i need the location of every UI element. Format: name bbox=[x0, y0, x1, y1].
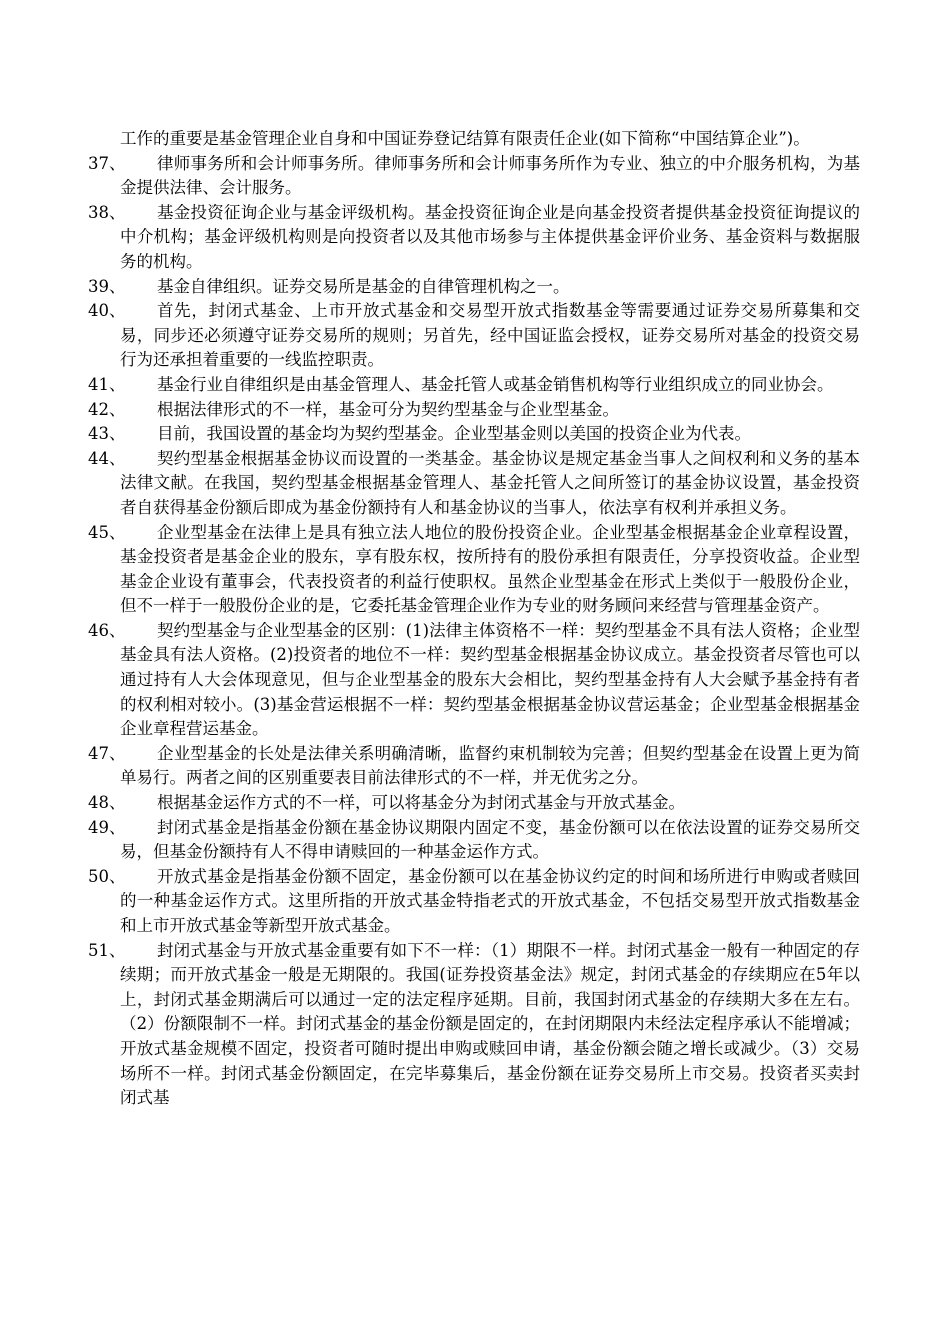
item-number: 37、 bbox=[88, 153, 126, 173]
item-text: 基金行业自律组织是由基金管理人、基金托管人或基金销售机构等行业组织成立的同业协会。 bbox=[157, 374, 834, 394]
item-number: 41、 bbox=[88, 374, 126, 394]
item-number: 50、 bbox=[88, 866, 126, 886]
item-text: 开放式基金是指基金份额不固定，基金份额可以在基金协议约定的时间和场所进行申购或者赎回的一种基金运作方式。这里所指的开放式基金特指老式的开放式基金，不包括交易型开放式指数基金和上市开放式基金等新型开放式基金。 bbox=[120, 866, 860, 935]
item-text: 基金投资征询企业与基金评级机构。基金投资征询企业是向基金投资者提供基金投资征询提议的中介机构；基金评级机构则是向投资者以及其他市场参与主体提供基金评价业务、基金资料与数据服务的机构。 bbox=[120, 202, 860, 271]
paragraph-continuation bbox=[88, 127, 860, 152]
list-item-44 bbox=[88, 447, 860, 521]
list-item-43 bbox=[88, 422, 860, 447]
item-number: 51、 bbox=[88, 940, 126, 960]
item-number: 43、 bbox=[88, 424, 126, 444]
list-item-50 bbox=[88, 865, 860, 939]
item-number: 49、 bbox=[88, 817, 126, 837]
item-number: 39、 bbox=[88, 276, 126, 296]
item-text: 基金自律组织。证券交易所是基金的自律管理机构之一。 bbox=[157, 276, 570, 296]
list-item-48 bbox=[88, 791, 860, 816]
item-text: 律师事务所和会计师事务所。律师事务所和会计师事务所作为专业、独立的中介服务机构，为基金提供法律、会计服务。 bbox=[120, 153, 860, 198]
list-item-41 bbox=[88, 373, 860, 398]
item-text: 根据法律形式的不一样，基金可分为契约型基金与企业型基金。 bbox=[157, 399, 619, 419]
item-text: 目前，我国设置的基金均为契约型基金。企业型基金则以美国的投资企业为代表。 bbox=[157, 424, 751, 444]
item-number: 45、 bbox=[88, 522, 126, 542]
item-number: 44、 bbox=[88, 448, 126, 468]
item-text: 首先，封闭式基金、上市开放式基金和交易型开放式指数基金等需要通过证券交易所募集和交易，同步还必须遵守证券交易所的规则；另首先，经中国证监会授权，证券交易所对基金的投资交易行为还承担着重要的一线监控职责。 bbox=[120, 301, 860, 370]
list-item-39 bbox=[88, 275, 860, 300]
item-text: 契约型基金与企业型基金的区别：(1)法律主体资格不一样：契约型基金不具有法人资格；企业型基金具有法人资格。(2)投资者的地位不一样：契约型基金根据基金协议成立。基金投资者尽管也可以通过持有人大会体现意见，但与企业型基金的股东大会相比，契约型基金持有人大会赋予基金持有者的权利相对较小。(3)基金营运根据不一样：契约型基金根据基金协议营运基金；企业型基金根据基金企业章程营运基金。 bbox=[120, 620, 860, 739]
document-body bbox=[88, 127, 860, 1111]
list-item-49 bbox=[88, 816, 860, 865]
item-text: 封闭式基金是指基金份额在基金协议期限内固定不变，基金份额可以在依法设置的证券交易所交易，但基金份额持有人不得申请赎回的一种基金运作方式。 bbox=[120, 817, 860, 862]
list-item-37 bbox=[88, 152, 860, 201]
item-text: 企业型基金的长处是法律关系明确清晰，监督约束机制较为完善；但契约型基金在设置上更为简单易行。两者之间的区别重要表目前法律形式的不一样，并无优劣之分。 bbox=[120, 743, 860, 788]
list-item-40 bbox=[88, 299, 860, 373]
list-item-45 bbox=[88, 521, 860, 619]
item-text: 契约型基金根据基金协议而设置的一类基金。基金协议是规定基金当事人之间权利和义务的基本法律文献。在我国，契约型基金根据基金管理人、基金托管人之间所签订的基金协议设置，基金投资者自获得基金份额后即成为基金份额持有人和基金协议的当事人，依法享有权利并承担义务。 bbox=[120, 448, 860, 517]
item-text: 根据基金运作方式的不一样，可以将基金分为封闭式基金与开放式基金。 bbox=[157, 793, 685, 813]
item-number: 47、 bbox=[88, 743, 126, 763]
list-item-42 bbox=[88, 398, 860, 423]
list-item-51 bbox=[88, 939, 860, 1111]
list-item-47 bbox=[88, 742, 860, 791]
item-number: 40、 bbox=[88, 301, 126, 321]
item-text: 封闭式基金与开放式基金重要有如下不一样：（1）期限不一样。封闭式基金一般有一种固定的存续期；而开放式基金一般是无期限的。我国(证券投资基金法》规定，封闭式基金的存续期应在5年以上，封闭式基金期满后可以通过一定的法定程序延期。目前，我国封闭式基金的存续期大多在左右。（2）份额限制不一样。封闭式基金的基金份额是固定的，在封闭期限内未经法定程序承认不能增减；开放式基金规模不固定，投资者可随时提出申购或赎回申请，基金份额会随之增长或减少。（3）交易场所不一样。封闭式基金份额固定，在完毕募集后，基金份额在证券交易所上市交易。投资者买卖封闭式基 bbox=[120, 940, 860, 1108]
item-text: 企业型基金在法律上是具有独立法人地位的股份投资企业。企业型基金根据基金企业章程设置，基金投资者是基金企业的股东，享有股东权，按所持有的股份承担有限责任，分享投资收益。企业型基金企业设有董事会，代表投资者的利益行使职权。虽然企业型基金在形式上类似于一般股份企业，但不一样于一般股份企业的是，它委托基金管理企业作为专业的财务顾问来经营与管理基金资产。 bbox=[120, 522, 860, 616]
item-number: 46、 bbox=[88, 620, 126, 640]
item-number: 38、 bbox=[88, 202, 126, 222]
paragraph-text: 工作的重要是基金管理企业自身和中国证券登记结算有限责任企业(如下简称“中国结算企业”)。 bbox=[120, 129, 810, 148]
item-number: 48、 bbox=[88, 793, 126, 813]
list-item-38 bbox=[88, 201, 860, 275]
item-number: 42、 bbox=[88, 399, 126, 419]
list-item-46 bbox=[88, 619, 860, 742]
